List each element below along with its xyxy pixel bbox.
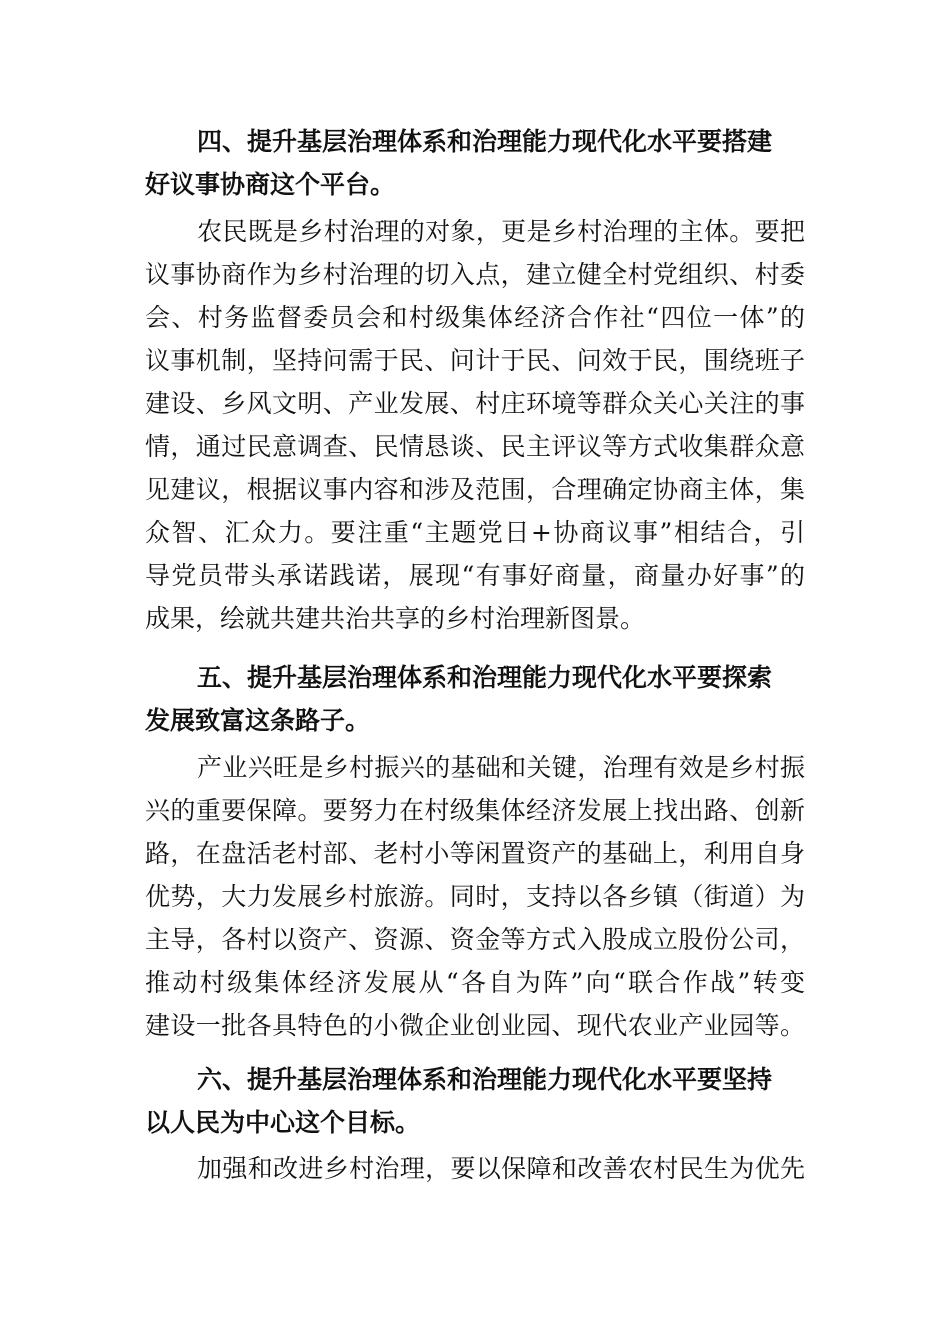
- paragraph-line: 情，通过民意调查、民情恳谈、民主评议等方式收集群众意: [145, 432, 805, 461]
- paragraph-line: 路，在盘活老村部、老村小等闲置资产的基础上，利用自身: [145, 839, 805, 868]
- paragraph-line: 推动村级集体经济发展从“各自为阵”向“联合作战”转变: [145, 968, 805, 997]
- section-heading-line: 好议事协商这个平台。: [145, 170, 396, 199]
- paragraph-line: 建设、乡风文明、产业发展、村庄环境等群众关心关注的事: [145, 389, 805, 418]
- paragraph-line: 议事协商作为乡村治理的切入点，建立健全村党组织、村委: [145, 260, 805, 289]
- paragraph-line: 产业兴旺是乡村振兴的基础和关键，治理有效是乡村振: [197, 753, 805, 782]
- section-6-body: [145, 1147, 805, 1190]
- paragraph-line: 见建议，根据议事内容和涉及范围，合理确定协商主体，集: [145, 475, 805, 504]
- section-heading-line: 以人民为中心这个目标。: [145, 1108, 421, 1137]
- paragraph-line: 加强和改进乡村治理，要以保障和改善农村民生为优先: [197, 1154, 805, 1183]
- section-heading-line: 四、提升基层治理体系和治理能力现代化水平要搭建: [197, 127, 773, 156]
- paragraph-line: 议事机制，坚持问需于民、问计于民、问效于民，围绕班子: [145, 346, 805, 375]
- paragraph-line: 兴的重要保障。要努力在村级集体经济发展上找出路、创新: [145, 796, 805, 825]
- paragraph-line: 农民既是乡村治理的对象，更是乡村治理的主体。要把: [197, 217, 805, 246]
- paragraph-line: 众智、汇众力。要注重“主题党日+协商议事”相结合，引: [145, 518, 805, 547]
- paragraph-line: 建设一批各具特色的小微企业创业园、现代农业产业园等。: [145, 1011, 805, 1040]
- section-4: [145, 120, 805, 206]
- paragraph-line: 主导，各村以资产、资源、资金等方式入股成立股份公司，: [145, 925, 805, 954]
- section-6: [145, 1058, 805, 1144]
- section-5: [145, 656, 805, 742]
- paragraph-line: 导党员带头承诺践诺，展现“有事好商量，商量办好事”的: [145, 561, 805, 590]
- section-heading-line: 五、提升基层治理体系和治理能力现代化水平要探索: [197, 663, 773, 692]
- section-heading-line: 发展致富这条路子。: [145, 706, 371, 735]
- section-5-body: [145, 746, 805, 1047]
- paragraph-line: 优势，大力发展乡村旅游。同时，支持以各乡镇（街道）为: [145, 882, 805, 911]
- paragraph-line: 会、村务监督委员会和村级集体经济合作社“四位一体”的: [145, 303, 805, 332]
- paragraph-line: 成果，绘就共建共治共享的乡村治理新图景。: [145, 604, 646, 633]
- section-heading-line: 六、提升基层治理体系和治理能力现代化水平要坚持: [197, 1065, 773, 1094]
- section-4-body: [145, 210, 805, 640]
